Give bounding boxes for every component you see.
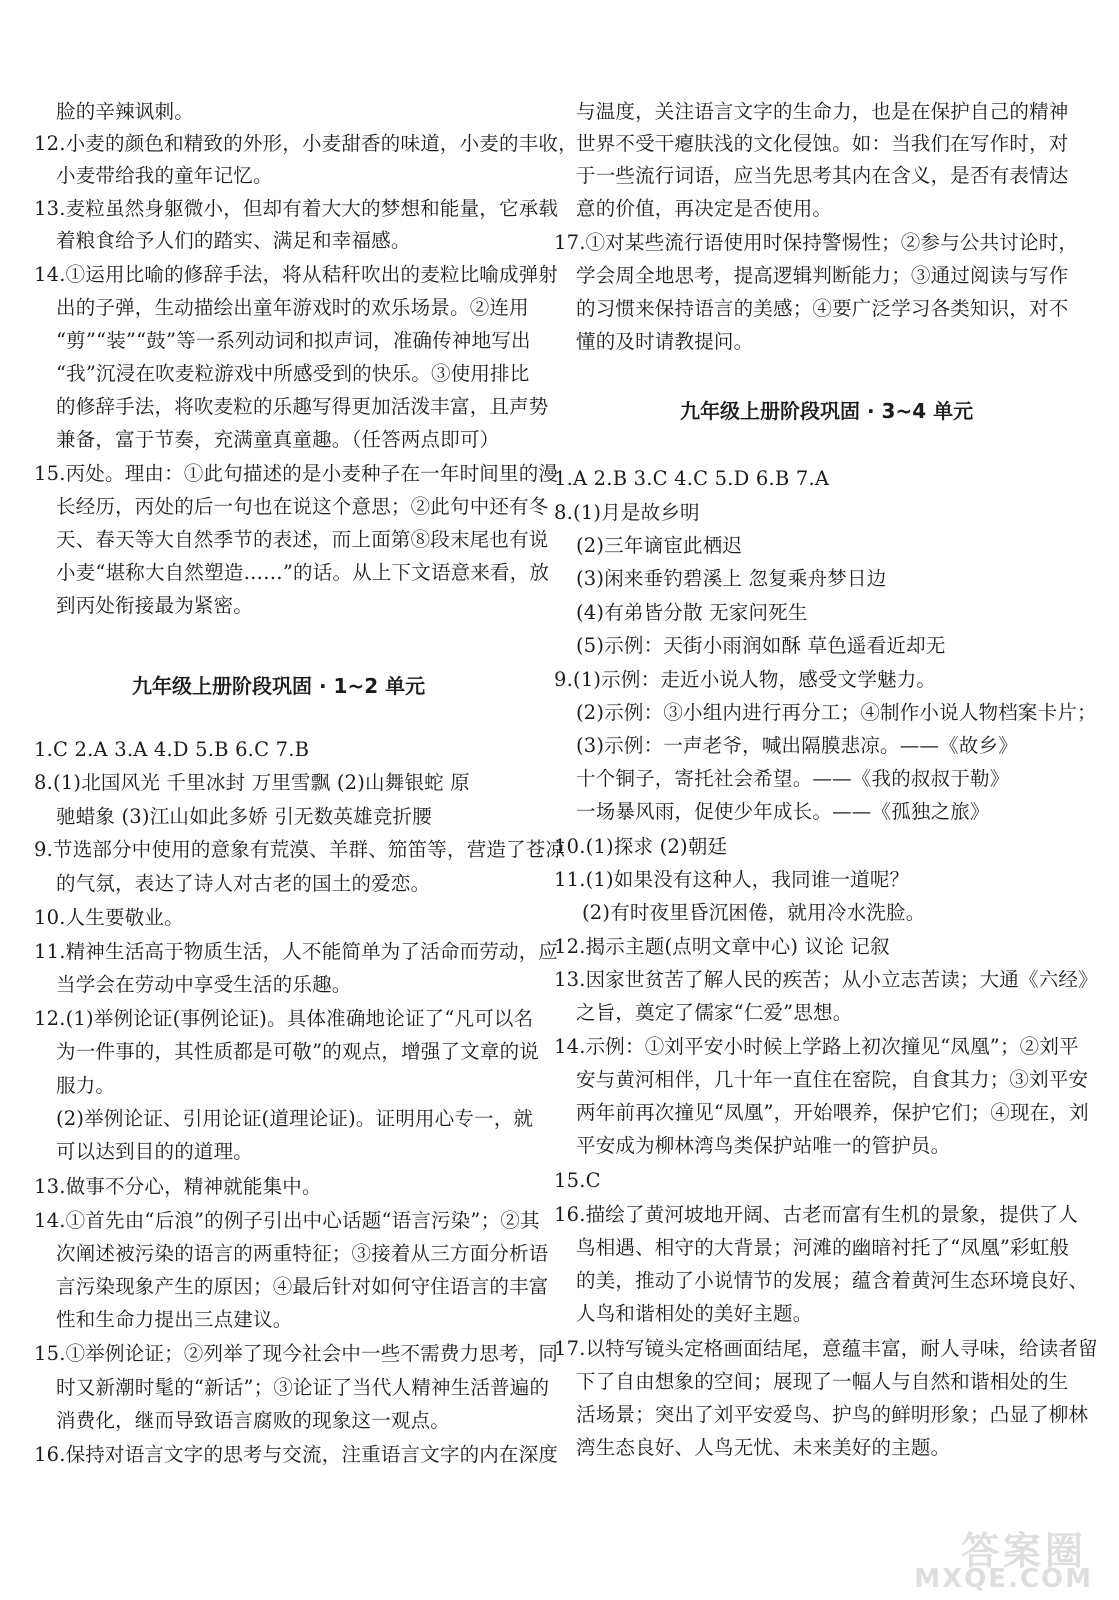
text-line: “剪”“装”“鼓”等一系列动词和拟声词，准确传神地写出 [56, 329, 531, 352]
text-line: 可以达到目的的道理。 [56, 1140, 254, 1163]
text-line: 小麦带给我的童年记忆。 [56, 164, 273, 187]
answer-11-line: 11.精神生活高于物质生活，人不能简单为了活命而劳动，应 [34, 940, 559, 963]
text-line: 人鸟和谐相处的美好主题。 [576, 1302, 813, 1325]
answer-17-line: 17.以特写镜头定格画面结尾，意蕴丰富，耐人寻味，给读者留 [554, 1337, 1098, 1360]
text-line: 言污染现象产生的原因；④最后针对如何守住语言的丰富 [56, 1275, 549, 1298]
text-line: 出的子弹，生动描绘出童年游戏时的欢乐场景。②连用 [56, 296, 529, 319]
text-line: 天、春天等大自然季节的表述，而上面第⑧段末尾也有说 [56, 528, 549, 551]
answer-8-line: 8.(1)月是故乡明 [554, 501, 700, 524]
answer-12-line: 12.小麦的颜色和精致的外形，小麦甜香的味道，小麦的丰收， [34, 132, 578, 155]
watermark-url: MXQE.COM [914, 1564, 1093, 1594]
answer-1-7-line: 1.A 2.B 3.C 4.C 5.D 6.B 7.A [554, 467, 830, 490]
text-line: 为一件事的，其性质都是可敬”的观点，增强了文章的说 [56, 1040, 539, 1063]
text-line: 于一些流行词语，应当先思考其内在含义，是否有表情达 [576, 164, 1069, 187]
text-line: 活场景；突出了刘平安爱鸟、护鸟的鲜明形象；凸显了柳林 [576, 1403, 1089, 1426]
text-line: 兼备，富于节奏，充满童真童趣。（任答两点即可） [56, 428, 500, 451]
text-line: 湾生态良好、人鸟无忧、未来美好的主题。 [576, 1436, 951, 1459]
text-line: 十个铜子，寄托社会希望。——《我的叔叔于勒》 [576, 767, 1010, 790]
answer-9-line: 9.(1)示例：走近小说人物，感受文学魅力。 [554, 668, 937, 691]
answer-13-line: 13.做事不分心，精神就能集中。 [34, 1175, 322, 1198]
watermark-text: 答案圈 [960, 1529, 1087, 1573]
text-line: 的气氛，表达了诗人对古老的国土的爱恋。 [56, 872, 431, 895]
text-line: (2)举例论证、引用论证(道理论证)。证明用心专一，就 [56, 1107, 534, 1130]
answer-14-line: 14.示例：①刘平安小时候上学路上初次撞见“凤凰”；②刘平 [554, 1035, 1079, 1058]
text-line: 服力。 [56, 1074, 116, 1097]
text-line: 当学会在劳动中享受生活的乐趣。 [56, 973, 352, 996]
section-heading: 九年级上册阶段巩固 · 3~4 单元 [680, 399, 974, 423]
text-line: 着粮食给予人们的踏实、满足和幸福感。 [56, 229, 411, 252]
text-line: (3)闲来垂钓碧溪上 忽复乘舟梦日边 [576, 567, 887, 590]
text-line: (4)有弟皆分散 无家问死生 [576, 601, 808, 624]
watermark-logo [905, 1520, 1105, 1594]
text-line: 一场暴风雨，促使少年成长。——《孤独之旅》 [576, 800, 990, 823]
text-line: 的习惯来保持语言的美感；④要广泛学习各类知识，对不 [576, 297, 1069, 320]
text-line: 性和生命力提出三点建议。 [56, 1308, 293, 1331]
text-line: 安与黄河相伴，几十年一直住在窑院，自食其力；③刘平安 [576, 1068, 1089, 1091]
text-line: (3)示例：一声老爷，喊出隔膜悲凉。——《故乡》 [576, 734, 1018, 757]
text-line: 意的价值，再决定是否使用。 [576, 197, 833, 220]
answer-16-line: 16.保持对语言文字的思考与交流，注重语言文字的内在深度 [34, 1443, 559, 1466]
text-line: (2)示例：③小组内进行再分工；④制作小说人物档案卡片； [576, 701, 1097, 724]
answer-15-line: 15.丙处。理由：①此句描述的是小麦种子在一年时间里的漫 [34, 462, 559, 485]
text-line: 时又新潮时髦的“新话”；③论证了当代人精神生活普遍的 [56, 1376, 550, 1399]
text-line: 脸的辛辣讽刺。 [56, 100, 194, 123]
answer-10-line: 10.人生要敬业。 [34, 906, 184, 929]
text-line: 次阐述被污染的语言的两重特征；③接着从三方面分析语 [56, 1242, 549, 1265]
text-line: 到丙处衔接最为紧密。 [56, 594, 254, 617]
text-line: 世界不受干瘪肤浅的文化侵蚀。如：当我们在写作时，对 [576, 132, 1069, 155]
answer-15-line: 15.①举例论证；②列举了现今社会中一些不需费力思考，同 [34, 1342, 559, 1365]
answer-14-line: 14.①运用比喻的修辞手法，将从秸秆吹出的麦粒比喻成弹射 [34, 263, 559, 286]
text-line: 驰蜡象 (3)江山如此多娇 引无数英雄竞折腰 [56, 805, 432, 828]
text-line: (2)三年谪宦此栖迟 [576, 534, 743, 557]
text-line: “我”沉浸在吹麦粒游戏中所感受到的快乐。③使用排比 [56, 362, 530, 385]
text-line: 小麦“堪称大自然塑造……”的话。从上下文语意来看，放 [56, 561, 550, 584]
text-line: 消费化，继而导致语言腐败的现象这一观点。 [56, 1409, 451, 1432]
text-line: 懂的及时请教提问。 [576, 330, 754, 353]
answer-16-line: 16.描绘了黄河坡地开阔、古老而富有生机的景象，提供了人 [554, 1203, 1079, 1226]
answer-8-line: 8.(1)北国风光 千里冰封 万里雪飘 (2)山舞银蛇 原 [34, 771, 470, 794]
answer-15-line: 15.C [554, 1169, 601, 1192]
text-line: 下了自由想象的空间；展现了一幅人与自然和谐相处的生 [576, 1370, 1069, 1393]
text-line: 鸟相遇、相守的大背景；河滩的幽暗衬托了“凤凰”彩虹般 [576, 1236, 1070, 1259]
answer-17-line: 17.①对某些流行语使用时保持警惕性；②参与公共讨论时， [554, 231, 1079, 254]
answer-10-line: 10.(1)探求 (2)朝廷 [554, 835, 728, 858]
text-line: (5)示例：天街小雨润如酥 草色遥看近却无 [576, 634, 946, 657]
section-heading: 九年级上册阶段巩固 · 1~2 单元 [132, 674, 426, 698]
text-line: 之旨，奠定了儒家“仁爱”思想。 [576, 1001, 853, 1024]
text-line: 两年前再次撞见“凤凰”，开始喂养，保护它们；④现在，刘 [576, 1101, 1089, 1124]
answer-12-line: 12.(1)举例论证(事例论证)。具体准确地论证了“凡可以名 [34, 1007, 534, 1030]
answer-12-line: 12.揭示主题(点明文章中心) 议论 记叙 [554, 935, 890, 958]
text-line: 的美，推动了小说情节的发展；蕴含着黄河生态环境良好、 [576, 1269, 1089, 1292]
answer-11-line: 11.(1)如果没有这种人，我同谁一道呢？ [554, 868, 910, 891]
answer-9-line: 9.节选部分中使用的意象有荒漠、羊群、笳笛等，营造了苍凉 [34, 838, 566, 861]
text-line: 平安成为柳林湾鸟类保护站唯一的管护员。 [576, 1134, 951, 1157]
answer-14-line: 14.①首先由“后浪”的例子引出中心话题“语言污染”；②其 [34, 1209, 540, 1232]
text-line: 的修辞手法，将吹麦粒的乐趣写得更加活泼丰富，且声势 [56, 395, 549, 418]
answer-13-line: 13.麦粒虽然身躯微小，但却有着大大的梦想和能量，它承载 [34, 197, 559, 220]
text-line: 学会周全地思考，提高逻辑判断能力；③通过阅读与写作 [576, 264, 1069, 287]
answer-13-line: 13.因家世贫苦了解人民的疾苦；从小立志苦读；大通《六经》 [554, 968, 1098, 991]
text-line: 长经历，丙处的后一句也在说这个意思；②此句中还有冬 [56, 495, 549, 518]
answer-1-7-line: 1.C 2.A 3.A 4.D 5.B 6.C 7.B [34, 738, 310, 761]
text-line: 与温度，关注语言文字的生命力，也是在保护自己的精神 [576, 100, 1069, 123]
text-line: (2)有时夜里昏沉困倦，就用冷水洗脸。 [582, 901, 926, 924]
